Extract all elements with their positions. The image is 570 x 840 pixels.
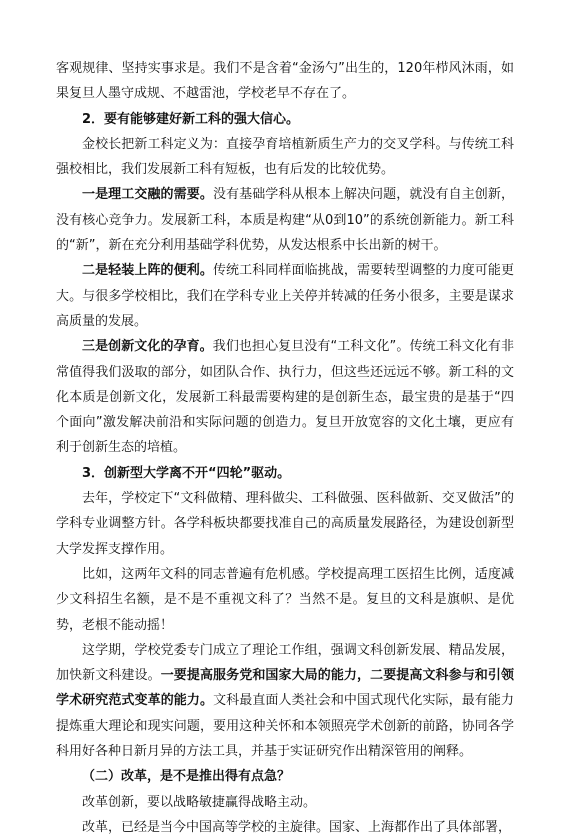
paragraph-reform-agility [56,790,514,815]
bold-lead: 三是创新文化的孕育。 [82,339,213,355]
section-heading-3 [56,461,514,486]
text-run: 金校长把新工科定义为：直接孕育培植新质生产力的交叉学科。与传统工科强校相比，我们发展新工科有短板，也有后发的比较优势。 [56,136,514,178]
paragraph-new-engineering-definition [56,132,514,183]
text-run: 文科最直面人类社会和中国式现代化实际，最有能力提炼重大理论和现实问题，要用这种关怀和本领照亮学术创新的前路，协同各学科用好各种日新月异的方法工具，并基于实证研究作出精深管用的阐释。 [56,693,514,760]
bold-lead: 一是理工交融的需要。 [82,187,213,203]
paragraph-point-two [56,258,514,334]
text-run: 没有基础学科从根本上解决问题，就没有自主创新，没有核心竞争力。发展新工科，本质是构建“从0到10”的系统创新能力。新工科的“新”，新在充分利用基础学科优势，从发达根系中长出新的树干。 [56,187,514,254]
text-run: 我们也担心复旦没有“工科文化”。传统工科文化有非常值得我们汲取的部分，如团队合作、执行力，但这些还远远不够。新工科的文化本质是创新文化，发展新工科最需要构建的是创新生态，最宝贵的是基于“四个面向”激发解决前沿和实际问题的创造力。复旦开放宽容的文化土壤，更应有利于创新生态的培植。 [56,339,514,456]
paragraph-point-three [56,334,514,460]
paragraph-point-one [56,182,514,258]
paragraph-theory-group [56,638,514,764]
paragraph-discipline-policy [56,486,514,562]
text-run: 这学期，学校党委专门成立了理论工作组，强调文科创新发展、精品发展，加快新文科建设。 [56,642,514,684]
heading-text: （二）改革，是不是推出得有点急？ [82,769,291,785]
paragraph-intro [56,56,514,107]
text-run: 改革，已经是当今中国高等学校的主旋律。国家、上海都作出了具体部署， [82,819,512,835]
heading-text: 3．创新型大学离不开“四轮”驱动。 [82,465,291,481]
text-run: 去年，学校定下“文科做精、理科做尖、工科做强、医科做新、交叉做活”的学科专业调整方针。各学科板块都要找准自己的高质量发展路径，为建设创新型大学发挥支撑作用。 [56,491,514,557]
section-heading-2 [56,107,514,132]
section-heading-reform [56,764,514,789]
text-run: 改革创新，要以战略敏捷赢得战略主动。 [82,794,317,810]
text-run: 客观规律、坚持实事求是。我们不是含着“金汤勺”出生的，120年栉风沐雨，如果复旦人墨守成规、不越雷池，学校老早不存在了。 [56,61,514,102]
paragraph-liberal-arts [56,562,514,638]
bold-emphasis: 一要提高服务党和国家大局的能力，二要提高文科参与和引领学术研究范式变革的能力。 [56,668,514,709]
heading-text: 2．要有能够建好新工科的强大信心。 [82,111,300,127]
paragraph-reform-main-theme [56,815,514,840]
bold-lead: 二是轻装上阵的便利。 [82,263,213,279]
text-run: 比如，这两年文科的同志普遍有危机感。学校提高理工医招生比例，适度减少文科招生名额，是不是不重视文科了？当然不是。复旦的文科是旗帜、是优势，老根不能动摇！ [56,566,514,633]
text-run: 传统工科同样面临挑战，需要转型调整的力度可能更大。与很多学校相比，我们在学科专业上关停并转减的任务小很多，主要是谋求高质量的发展。 [56,263,514,329]
